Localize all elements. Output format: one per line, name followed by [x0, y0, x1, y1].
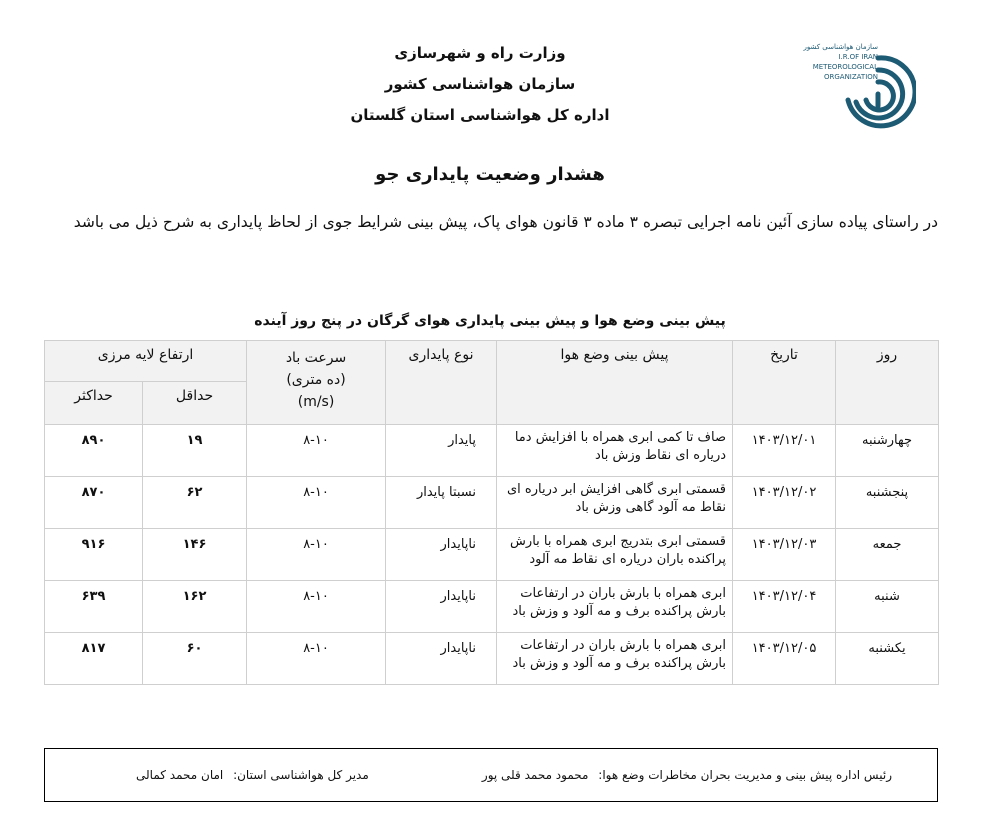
- date-cell: ۱۴۰۳/۱۲/۰۵: [733, 633, 836, 685]
- wind-cell: ۸-۱۰: [247, 581, 386, 633]
- director-role: مدیر کل هواشناسی استان:: [233, 768, 369, 782]
- stability-cell: ناپایدار: [386, 581, 497, 633]
- organization-name: سازمان هواشناسی کشور: [384, 75, 576, 93]
- forecast-head-signature: [476, 768, 892, 782]
- forecast-cell: ابری همراه با بارش باران در ارتفاعات بارش پراکنده برف و مه آلود و وزش باد: [497, 581, 733, 633]
- max-cell: ۹۱۶: [45, 529, 143, 581]
- min-cell: ۶۰: [143, 633, 247, 685]
- forecast-cell: صاف تا کمی ابری همراه با افزایش دما دریاره ای نقاط وزش باد: [497, 425, 733, 477]
- department-name: اداره کل هواشناسی استان گلستان: [350, 106, 610, 124]
- header-min: حداقل: [143, 382, 247, 425]
- date-cell: ۱۴۰۳/۱۲/۰۴: [733, 581, 836, 633]
- ministry-name: وزارت راه و شهرسازی: [394, 44, 566, 62]
- table-row: [45, 425, 939, 477]
- day-cell: شنبه: [836, 581, 939, 633]
- day-cell: چهارشنبه: [836, 425, 939, 477]
- table-title: پیش بینی وضع هوا و پیش بینی پایداری هوای گرگان در پنج روز آینده: [254, 313, 726, 329]
- stability-cell: نسبتا پایدار: [386, 477, 497, 529]
- spiral-emblem-icon: [840, 50, 916, 140]
- forecast-cell: قسمتی ابری بتدریج ابری همراه با بارش پراکنده باران دریاره ای نقاط مه آلود: [497, 529, 733, 581]
- director-signature: [130, 768, 369, 782]
- signature-box: [44, 748, 938, 802]
- organization-logo: [778, 40, 918, 140]
- min-cell: ۱۹: [143, 425, 247, 477]
- forecast-cell: قسمتی ابری گاهی افزایش ابر دریاره ای نقاط مه آلود گاهی وزش باد: [497, 477, 733, 529]
- wind-cell: ۸-۱۰: [247, 477, 386, 529]
- table-row: [45, 477, 939, 529]
- day-cell: جمعه: [836, 529, 939, 581]
- header-stability: نوع پایداری: [386, 341, 497, 425]
- stability-cell: ناپایدار: [386, 529, 497, 581]
- forecast-head-role: رئیس اداره پیش بینی و مدیریت بحران مخاطرات وضع هوا:: [598, 768, 892, 782]
- stability-cell: پایدار: [386, 425, 497, 477]
- director-name: امان محمد کمالی: [136, 768, 224, 782]
- header-forecast: پیش بینی وضع هوا: [497, 341, 733, 425]
- date-cell: ۱۴۰۳/۱۲/۰۳: [733, 529, 836, 581]
- wind-cell: ۸-۱۰: [247, 633, 386, 685]
- forecast-head-name: محمود محمد قلی پور: [481, 768, 589, 782]
- letterhead: [330, 38, 630, 131]
- wind-cell: ۸-۱۰: [247, 425, 386, 477]
- min-cell: ۶۲: [143, 477, 247, 529]
- stability-cell: ناپایدار: [386, 633, 497, 685]
- header-boundary-layer: ارتفاع لایه مرزی: [45, 341, 247, 382]
- table-row: [45, 633, 939, 685]
- logo-text: سازمان هواشناسی کشور I.R.OF IRAN METEOROLOGICAL ORGANIZATION: [803, 43, 878, 81]
- date-cell: ۱۴۰۳/۱۲/۰۲: [733, 477, 836, 529]
- forecast-cell: ابری همراه با بارش باران در ارتفاعات بارش پراکنده برف و مه آلود و وزش باد: [497, 633, 733, 685]
- table-row: [45, 581, 939, 633]
- intro-paragraph: در راستای پیاده سازی آئین نامه اجرایی تبصره ۳ ماده ۳ قانون هوای پاک، پیش بینی شرایط جوی از لحاظ پایداری به شرح ذیل می باشد: [73, 213, 938, 231]
- header-wind: سرعت باد (ده متری) (m/s): [247, 341, 386, 425]
- min-cell: ۱۴۶: [143, 529, 247, 581]
- header-max: حداکثر: [45, 382, 143, 425]
- max-cell: ۶۳۹: [45, 581, 143, 633]
- day-cell: یکشنبه: [836, 633, 939, 685]
- header-date: تاریخ: [733, 341, 836, 425]
- day-cell: پنجشنبه: [836, 477, 939, 529]
- max-cell: ۸۱۷: [45, 633, 143, 685]
- min-cell: ۱۶۲: [143, 581, 247, 633]
- table-row: [45, 529, 939, 581]
- date-cell: ۱۴۰۳/۱۲/۰۱: [733, 425, 836, 477]
- header-day: روز: [836, 341, 939, 425]
- max-cell: ۸۹۰: [45, 425, 143, 477]
- max-cell: ۸۷۰: [45, 477, 143, 529]
- wind-cell: ۸-۱۰: [247, 529, 386, 581]
- forecast-table: [44, 340, 939, 685]
- document-title: هشدار وضعیت پایداری جو: [375, 164, 605, 185]
